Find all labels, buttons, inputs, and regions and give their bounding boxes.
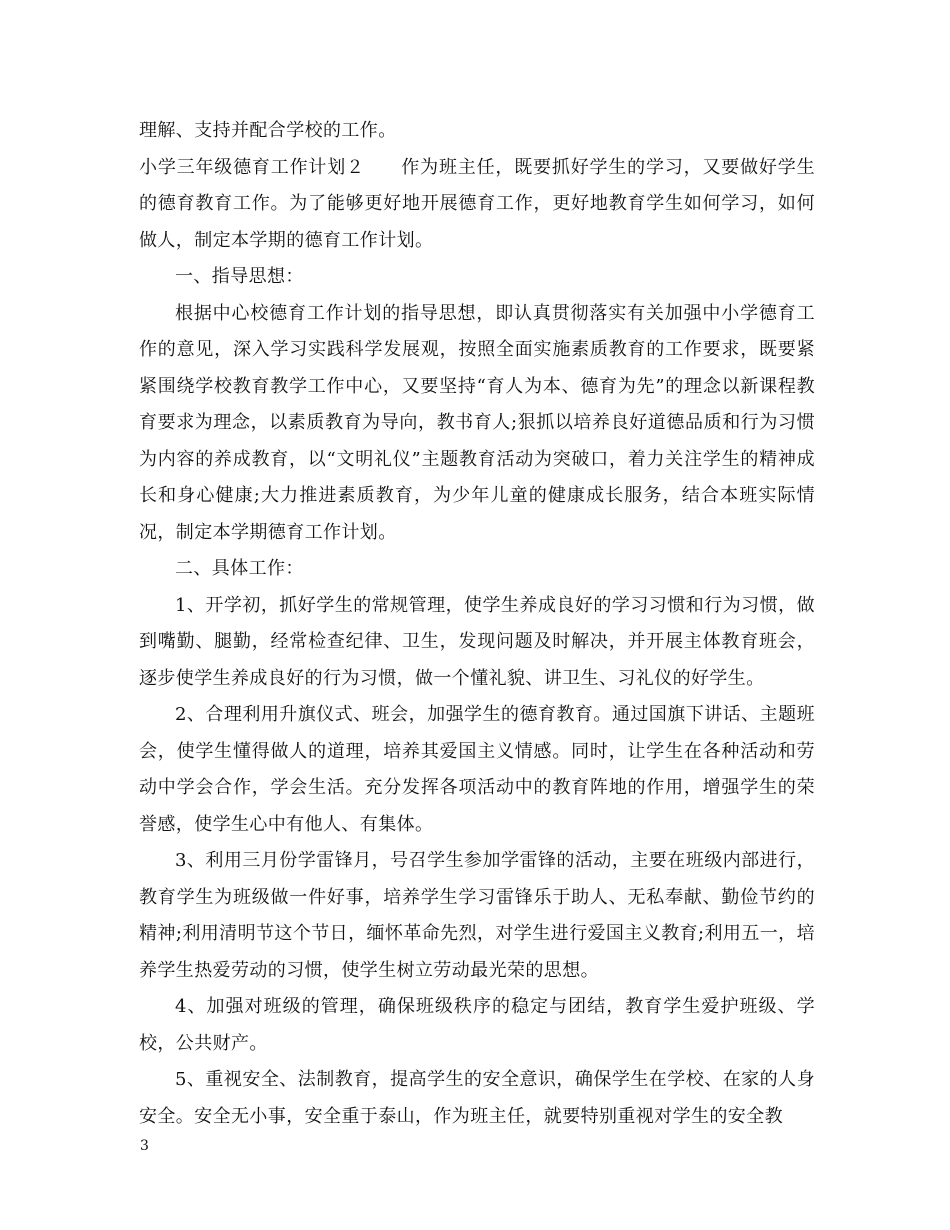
paragraph-item-3: 3、利用三月份学雷锋月，号召学生参加学雷锋的活动，主要在班级内部进行，教育学生为班级做一件好事，培养学生学习雷锋乐于助人、无私奉献、勤俭节约的精神;利用清明节这个节日，缅怀革命先烈，对学生进行爱国主义教育;利用五一，培养学生热爱劳动的习惯，使学生树立劳动最光荣的思想。 [139,850,815,981]
section-title: 小学三年级德育工作计划２ [139,156,365,178]
paragraph-guiding-ideology: 根据中心校德育工作计划的指导思想，即认真贯彻落实有关加强中小学德育工作的意见，深入学习实践科学发展观，按照全面实施素质教育的工作要求，既要紧紧围绕学校教育教学工作中心，又要坚持“育人为本、德育为先”的理念以新课程教育要求为理念，以素质教育为导向，教书育人;狠抓以培养良好道德品质和行为习惯为内容的养成教育，以“文明礼仪”主题教育活动为突破口，着力关注学生的精神成长和身心健康;大力推进素质教育，为少年儿童的健康成长服务，结合本班实际情况，制定本学期德育工作计划。 [139,302,815,543]
paragraph-closing-line: 理解、支持并配合学校的工作。 [139,120,397,141]
paragraph-item-2: 2、合理利用升旗仪式、班会，加强学生的德育教育。通过国旗下讲话、主题班会，使学生懂得做人的道理，培养其爱国主义情感。同时，让学生在各种活动和劳动中学会合作，学会生活。充分发挥各项活动中的教育阵地的作用，增强学生的荣誉感，使学生心中有他人、有集体。 [139,704,815,835]
document-body [139,113,815,1135]
heading-guiding-ideology: 一、指导思想： [175,266,304,287]
intro-text: 作为班主任，既要抓好学生的学习，又要做好学生的德育教育工作。为了能够更好地开展德育工作，更好地教育学生如何学习，如何做人，制定本学期的德育工作计划。 [139,156,815,251]
paragraph-item-5: 5、重视安全、法制教育，提高学生的安全意识，确保学生在学校、在家的人身安全。安全无小事，安全重于泰山，作为班主任，就要特别重视对学生的安全教 [139,1069,815,1127]
paragraph-item-1: 1、开学初，抓好学生的常规管理，使学生养成良好的学习习惯和行为习惯，做到嘴勤、腿勤，经常检查纪律、卫生，发现问题及时解决，并开展主体教育班会，逐步使学生养成良好的行为习惯，做一个懂礼貌、讲卫生、习礼仪的好学生。 [139,594,815,689]
heading-specific-work: 二、具体工作： [175,558,304,579]
paragraph-item-4: 4、加强对班级的管理，确保班级秩序的稳定与团结，教育学生爱护班级、学校，公共财产。 [139,996,815,1054]
page-number: 3 [140,1138,149,1154]
paragraph-plan-intro [139,150,815,260]
